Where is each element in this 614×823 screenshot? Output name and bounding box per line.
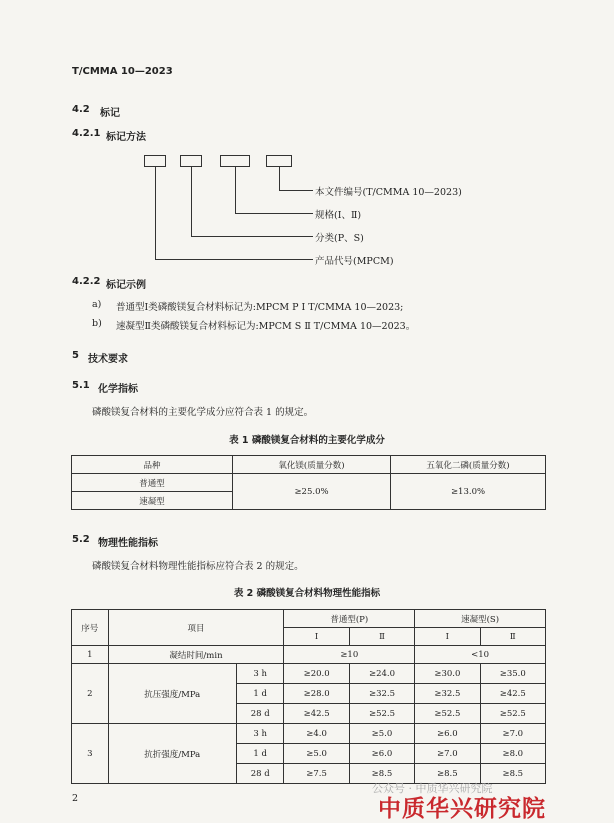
table-cell: ≥6.0 [415, 724, 480, 744]
label-grade: 规格(Ⅰ、Ⅱ) [315, 210, 362, 221]
table-cell: ≥6.0 [349, 744, 414, 764]
table-cell: 3 [72, 724, 109, 784]
watermark-logo: 中质华兴研究院 [378, 796, 546, 822]
table-cell: ≥5.0 [284, 744, 349, 764]
table-cell: 28 d [237, 764, 284, 784]
table-cell: 3 h [237, 724, 284, 744]
table-cell: 抗压强度/MPa [108, 664, 236, 724]
label-standard-number: 本文件编号(T/CMMA 10—2023) [315, 187, 462, 198]
table-cell: 1 [72, 646, 109, 664]
table-cell: ≥7.0 [480, 724, 545, 744]
table-cell: 1 d [237, 744, 284, 764]
table-header: 速凝型(S) [415, 610, 546, 628]
list-marker: a) [92, 299, 102, 310]
table-cell: ≥32.5 [415, 684, 480, 704]
section-number: 4.2.1 [72, 128, 101, 139]
table-cell: ≥32.5 [349, 684, 414, 704]
table-cell: ≥8.5 [415, 764, 480, 784]
table-cell: ≥5.0 [349, 724, 414, 744]
label-class: 分类(P、S) [315, 233, 364, 244]
section-title: 标记方法 [106, 132, 146, 143]
table-cell: 速凝型 [72, 492, 233, 510]
section-number: 5 [72, 350, 79, 361]
table-header: Ⅰ [415, 628, 480, 646]
table-cell: 2 [72, 664, 109, 724]
table-cell: 3 h [237, 664, 284, 684]
table-cell: <10 [415, 646, 546, 664]
table-header: 普通型(P) [284, 610, 415, 628]
table-header: 五氧化二磷(质量分数) [391, 456, 546, 474]
section-title: 标记示例 [106, 280, 146, 291]
grade-box [220, 155, 250, 167]
table-cell: ≥20.0 [284, 664, 349, 684]
table-cell: 抗折强度/MPa [108, 724, 236, 784]
table-header: 序号 [72, 610, 109, 646]
physical-properties-table [71, 609, 546, 784]
table-cell: ≥8.5 [349, 764, 414, 784]
table-caption: 表 2 磷酸镁复合材料物理性能指标 [233, 588, 381, 599]
list-marker: b) [92, 318, 102, 329]
table-cell: ≥35.0 [480, 664, 545, 684]
table-cell: 28 d [237, 704, 284, 724]
table-cell: ≥7.5 [284, 764, 349, 784]
table-cell: ≥8.0 [480, 744, 545, 764]
table-cell: 普通型 [72, 474, 233, 492]
table-cell: 凝结时间/min [108, 646, 284, 664]
table-cell: ≥4.0 [284, 724, 349, 744]
table-header: 品种 [72, 456, 233, 474]
table-cell: ≥52.5 [415, 704, 480, 724]
table-header: Ⅰ [284, 628, 349, 646]
table-cell: ≥52.5 [349, 704, 414, 724]
table-cell: ≥28.0 [284, 684, 349, 704]
table-cell: ≥30.0 [415, 664, 480, 684]
section-title: 技术要求 [88, 354, 128, 365]
section-number: 4.2.2 [72, 276, 101, 287]
chemical-composition-table [71, 455, 546, 510]
section-number: 5.1 [72, 380, 90, 391]
list-item: 速凝型Ⅱ类磷酸镁复合材料标记为:MPCM S Ⅱ T/CMMA 10—2023。 [116, 321, 416, 332]
code-box [144, 155, 166, 167]
table-header: Ⅱ [480, 628, 545, 646]
section-title: 物理性能指标 [98, 538, 158, 549]
table-header: 项目 [108, 610, 284, 646]
table-cell: ≥25.0% [233, 474, 391, 510]
watermark-caption: 公众号 · 中质华兴研究院 [372, 782, 493, 795]
standard-box [266, 155, 292, 167]
table-header: 氧化镁(质量分数) [233, 456, 391, 474]
document-code-header: T/CMMA 10—2023 [72, 66, 173, 77]
table-caption: 表 1 磷酸镁复合材料的主要化学成分 [229, 435, 385, 446]
page-number: 2 [72, 793, 79, 804]
list-item: 普通型Ⅰ类磷酸镁复合材料标记为:MPCM P Ⅰ T/CMMA 10—2023; [116, 302, 404, 313]
table-cell: ≥7.0 [415, 744, 480, 764]
table-cell: ≥8.5 [480, 764, 545, 784]
table-cell: ≥42.5 [284, 704, 349, 724]
paragraph: 磷酸镁复合材料物理性能指标应符合表 2 的规定。 [92, 561, 304, 572]
section-title: 标记 [100, 108, 120, 119]
section-number: 5.2 [72, 534, 90, 545]
table-cell: 1 d [237, 684, 284, 704]
table-cell: ≥10 [284, 646, 415, 664]
class-box [180, 155, 202, 167]
table-cell: ≥52.5 [480, 704, 545, 724]
section-title: 化学指标 [98, 384, 138, 395]
table-cell: ≥42.5 [480, 684, 545, 704]
label-product-code: 产品代号(MPCM) [315, 256, 394, 267]
table-header: Ⅱ [349, 628, 414, 646]
paragraph: 磷酸镁复合材料的主要化学成分应符合表 1 的规定。 [92, 407, 314, 418]
table-cell: ≥24.0 [349, 664, 414, 684]
table-cell: ≥13.0% [391, 474, 546, 510]
section-number: 4.2 [72, 104, 90, 115]
